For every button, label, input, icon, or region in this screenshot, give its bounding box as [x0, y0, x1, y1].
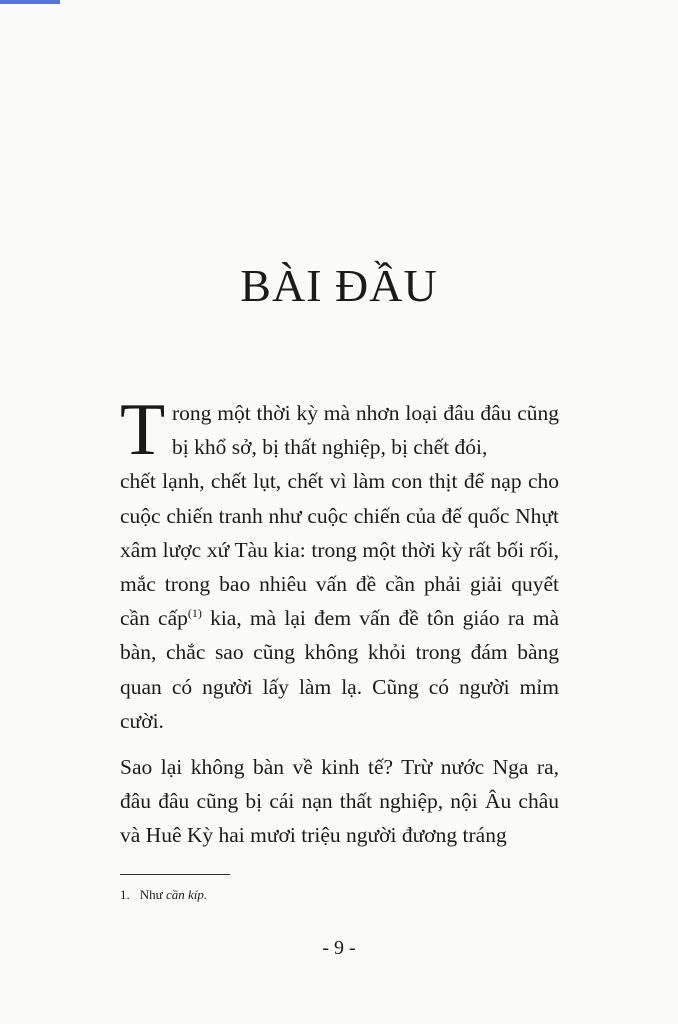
paragraph-2: Sao lại không bàn về kinh tế? Trừ nước Nga ra, đâu đâu cũng bị cái nạn thất nghiệp, nội Âu châu và Huê Kỳ hai mươi triệu người đương tráng	[120, 755, 559, 848]
footnote-divider	[120, 874, 230, 875]
paragraph-1-line-1: rong một thời kỳ mà nhơn loại đâu đâu	[172, 401, 512, 425]
dropcap-lines	[172, 396, 559, 464]
footnote-italic-text: cần kíp.	[165, 887, 208, 902]
paragraph-1-line-2: cũng bị khổ sở, bị thất nghiệp, bị chết đói,	[172, 401, 559, 460]
footnote-marker: (1)	[187, 606, 202, 621]
paragraph-1	[120, 389, 559, 738]
dropcap-letter: T	[120, 389, 166, 471]
body-text	[120, 389, 559, 853]
paragraph-1-rest: chết lạnh, chết lụt, chết vì làm con thịt để nạp cho cuộc chiến tranh như cuộc chiến của đế quốc Nhựt xâm lược xứ Tàu kia: trong một thời kỳ rất bối rối, mắc trong bao nhiêu vấn đề cần phải giải quyết cần cấp	[120, 469, 559, 631]
chapter-title: BÀI ĐẦU	[240, 260, 438, 311]
dropcap-block	[120, 389, 559, 471]
footnote-text: Như	[139, 887, 166, 902]
scan-edge-mark	[0, 0, 60, 4]
footnote	[120, 886, 207, 904]
paragraph-1-end: kia, mà lại đem vấn đề tôn giáo ra mà bàn, chắc sao cũng không khỏi trong đám bàng quan có người lấy làm lạ. Cũng có người mỉm cười.	[120, 606, 559, 733]
footnote-number: 1.	[120, 887, 130, 902]
page-number: - 9 -	[322, 937, 356, 959]
